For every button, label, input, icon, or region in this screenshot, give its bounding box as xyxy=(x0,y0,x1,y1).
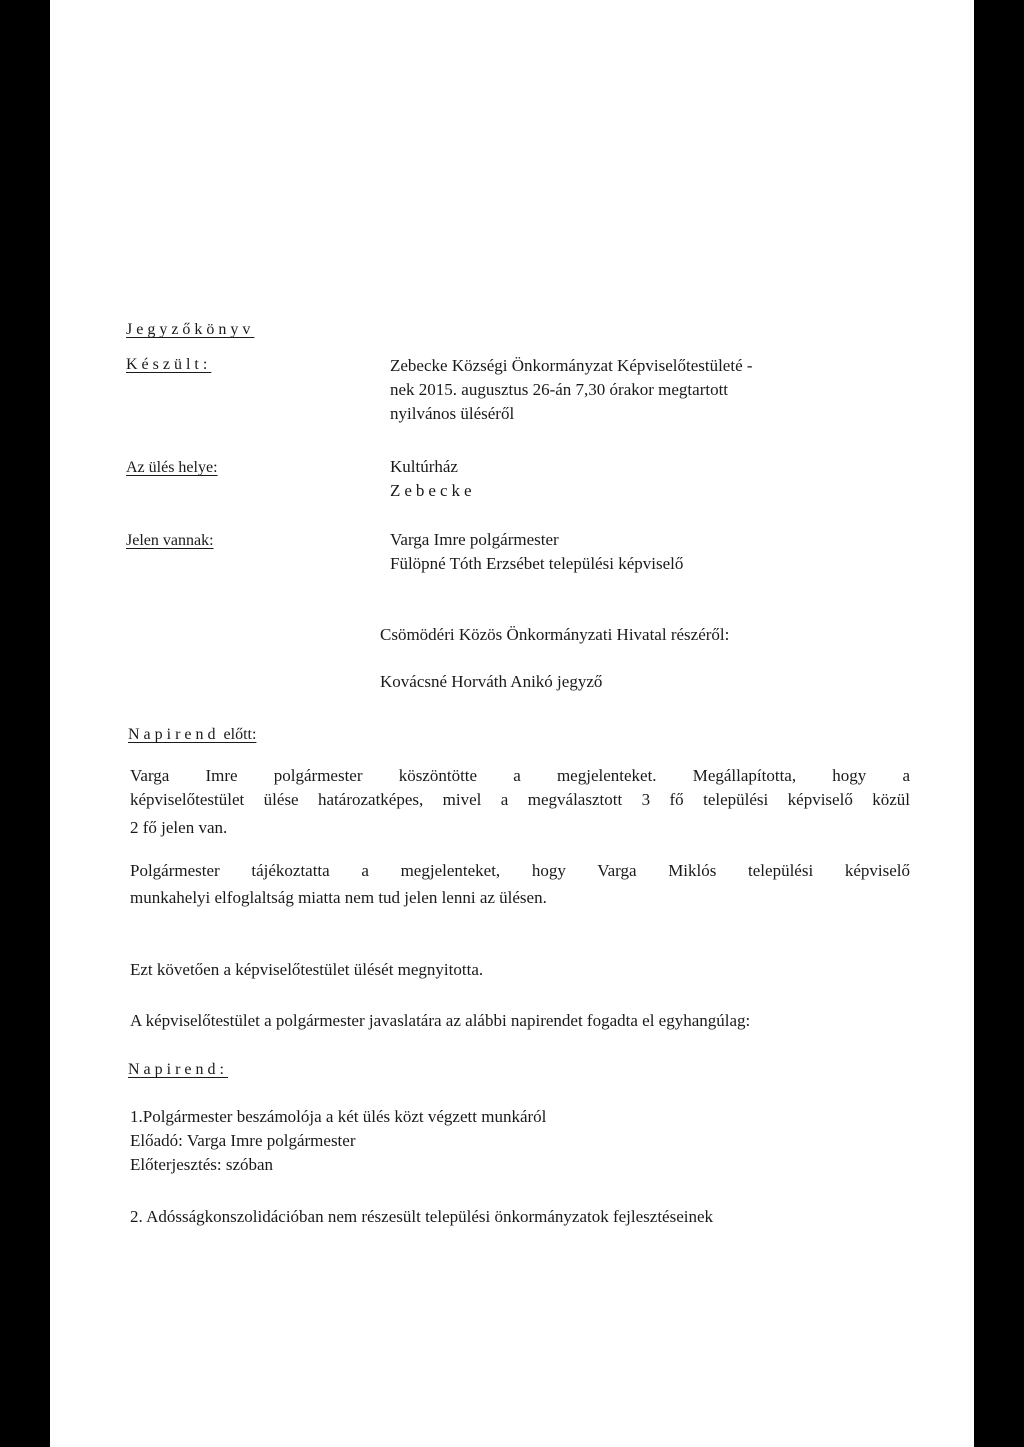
office-line: Csömödéri Közös Önkormányzati Hivatal részéről: xyxy=(380,625,730,644)
document-title: Jegyzőkönyv xyxy=(126,321,255,338)
keszult-label: Készült: xyxy=(126,356,212,373)
para-2-line-2: munkahelyi elfoglaltság miatta nem tud jelen lenni az ülésen. xyxy=(130,888,547,907)
agenda-item-1-presenter: Előadó: Varga Imre polgármester xyxy=(130,1131,356,1150)
agenda-item-2-title: Adósságkonszolidációban nem részesült települési önkormányzatok fejlesztéseinek xyxy=(146,1207,714,1226)
agenda-label: Napirend: xyxy=(128,1061,228,1078)
agenda-item-2 xyxy=(130,1207,713,1227)
before-agenda-label-spaced: Napirend xyxy=(128,726,220,743)
clerk-line: Kovácsné Horváth Anikó jegyző xyxy=(380,672,603,691)
document-page xyxy=(50,0,974,1447)
para-1-line-2: képviselőtestület ülése határozatképes, mivel a megválasztott 3 fő települési képviselő közül xyxy=(130,790,910,809)
agenda-item-2-number: 2. xyxy=(130,1207,143,1226)
para-1-line-3: 2 fő jelen van. xyxy=(130,818,228,837)
before-agenda-label xyxy=(128,725,256,745)
agenda-item-1-submission: Előterjesztés: szóban xyxy=(130,1155,274,1174)
present-line-2: Fülöpné Tóth Erzsébet települési képviselő xyxy=(390,554,684,573)
keszult-line-2: nek 2015. augusztus 26-án 7,30 órakor megtartott xyxy=(390,380,729,399)
location-label: Az ülés helye: xyxy=(126,459,218,476)
keszult-line-3: nyilvános üléséről xyxy=(390,404,515,423)
para-1-line-1: Varga Imre polgármester köszöntötte a megjelenteket. Megállapította, hogy a xyxy=(130,766,910,785)
agenda-item-1-title: 1.Polgármester beszámolója a két ülés közt végzett munkáról xyxy=(130,1107,547,1126)
present-label: Jelen vannak: xyxy=(126,532,214,549)
para-2-line-1: Polgármester tájékoztatta a megjelenteket, hogy Varga Miklós települési képviselő xyxy=(130,861,910,880)
present-line-1: Varga Imre polgármester xyxy=(390,530,559,549)
location-line-1: Kultúrház xyxy=(390,457,458,476)
para-3: Ezt követően a képviselőtestület ülését megnyitotta. xyxy=(130,960,484,979)
keszult-line-1: Zebecke Községi Önkormányzat Képviselőtestületé - xyxy=(390,356,753,375)
location-line-2: Zebecke xyxy=(390,481,476,500)
para-4: A képviselőtestület a polgármester javaslatára az alábbi napirendet fogadta el egyhangúlag: xyxy=(130,1011,751,1030)
before-agenda-label-rest: előtt: xyxy=(219,726,257,743)
